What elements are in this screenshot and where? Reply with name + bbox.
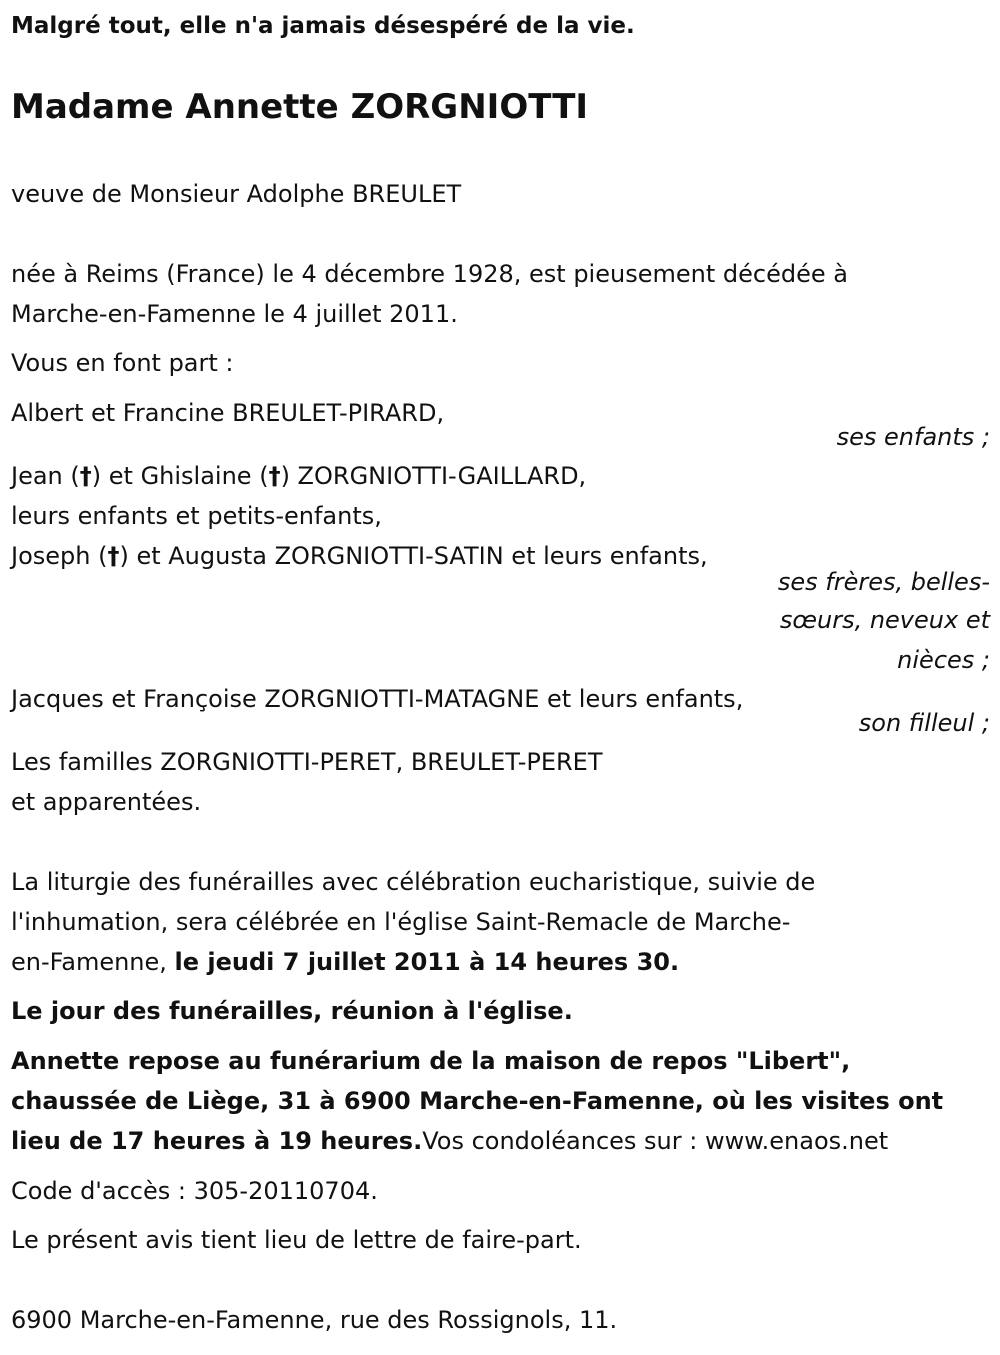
godson-names: Jacques et Françoise ZORGNIOTTI-MATAGNE et leurs enfants, bbox=[11, 685, 744, 713]
sibling-line-1 bbox=[11, 456, 586, 496]
meeting-notice: Le jour des funérailles, réunion à l'église. bbox=[11, 997, 573, 1025]
sibling-line-2: leurs enfants et petits-enfants, bbox=[11, 502, 382, 530]
birth-death-line-1: née à Reims (France) le 4 décembre 1928, est pieusement décédée à bbox=[11, 260, 848, 288]
deceased-cross-icon: † bbox=[79, 462, 92, 490]
children-names: Albert et Francine BREULET-PIRARD, bbox=[11, 399, 445, 427]
liturgy-line-2: l'inhumation, sera célébrée en l'église Saint-Remacle de Marche- bbox=[11, 908, 791, 936]
sibling2-part-b: ) et Augusta ZORGNIOTTI-SATIN et leurs enfants, bbox=[119, 542, 708, 570]
repose-line-2: chaussée de Liège, 31 à 6900 Marche-en-Famenne, où les visites ont bbox=[11, 1087, 944, 1115]
access-code: Code d'accès : 305-20110704. bbox=[11, 1177, 378, 1205]
birth-death-line-2: Marche-en-Famenne le 4 juillet 2011. bbox=[11, 300, 458, 328]
deceased-name: Madame Annette ZORGNIOTTI bbox=[11, 87, 589, 127]
condolences-link[interactable]: Vos condoléances sur : www.enaos.net bbox=[422, 1127, 889, 1155]
epigraph: Malgré tout, elle n'a jamais désespéré de la vie. bbox=[11, 13, 635, 39]
home-address: 6900 Marche-en-Famenne, rue des Rossignols, 11. bbox=[11, 1306, 618, 1334]
sibling1-part-c: ) ZORGNIOTTI-GAILLARD, bbox=[280, 462, 587, 490]
families-line-2: et apparentées. bbox=[11, 788, 202, 816]
liturgy-line-3 bbox=[11, 942, 679, 982]
liturgy-line-1: La liturgie des funérailles avec célébration eucharistique, suivie de bbox=[11, 868, 816, 896]
notice-statement: Le présent avis tient lieu de lettre de faire-part. bbox=[11, 1226, 582, 1254]
siblings-role-line-1: ses frères, belles- bbox=[777, 568, 990, 596]
announcement-intro: Vous en font part : bbox=[11, 349, 234, 377]
sibling-line-3 bbox=[11, 536, 708, 576]
deceased-cross-icon: † bbox=[268, 462, 281, 490]
liturgy-place: en-Famenne, bbox=[11, 948, 175, 976]
godson-role: son filleul ; bbox=[858, 709, 990, 737]
families-line-1: Les familles ZORGNIOTTI-PERET, BREULET-PERET bbox=[11, 748, 603, 776]
children-role: ses enfants ; bbox=[836, 423, 990, 451]
visiting-hours: lieu de 17 heures à 19 heures. bbox=[11, 1127, 423, 1155]
repose-line-1: Annette repose au funérarium de la maison de repos "Libert", bbox=[11, 1047, 851, 1075]
sibling2-part-a: Joseph ( bbox=[11, 542, 108, 570]
widow-of: veuve de Monsieur Adolphe BREULET bbox=[11, 180, 462, 208]
liturgy-datetime: le jeudi 7 juillet 2011 à 14 heures 30. bbox=[174, 948, 680, 976]
repose-line-3 bbox=[11, 1121, 888, 1161]
siblings-role-line-2: sœurs, neveux et bbox=[779, 606, 990, 634]
sibling1-part-a: Jean ( bbox=[11, 462, 80, 490]
sibling1-part-b: ) et Ghislaine ( bbox=[91, 462, 269, 490]
deceased-cross-icon: † bbox=[107, 542, 120, 570]
siblings-role-line-3: nièces ; bbox=[897, 646, 990, 674]
